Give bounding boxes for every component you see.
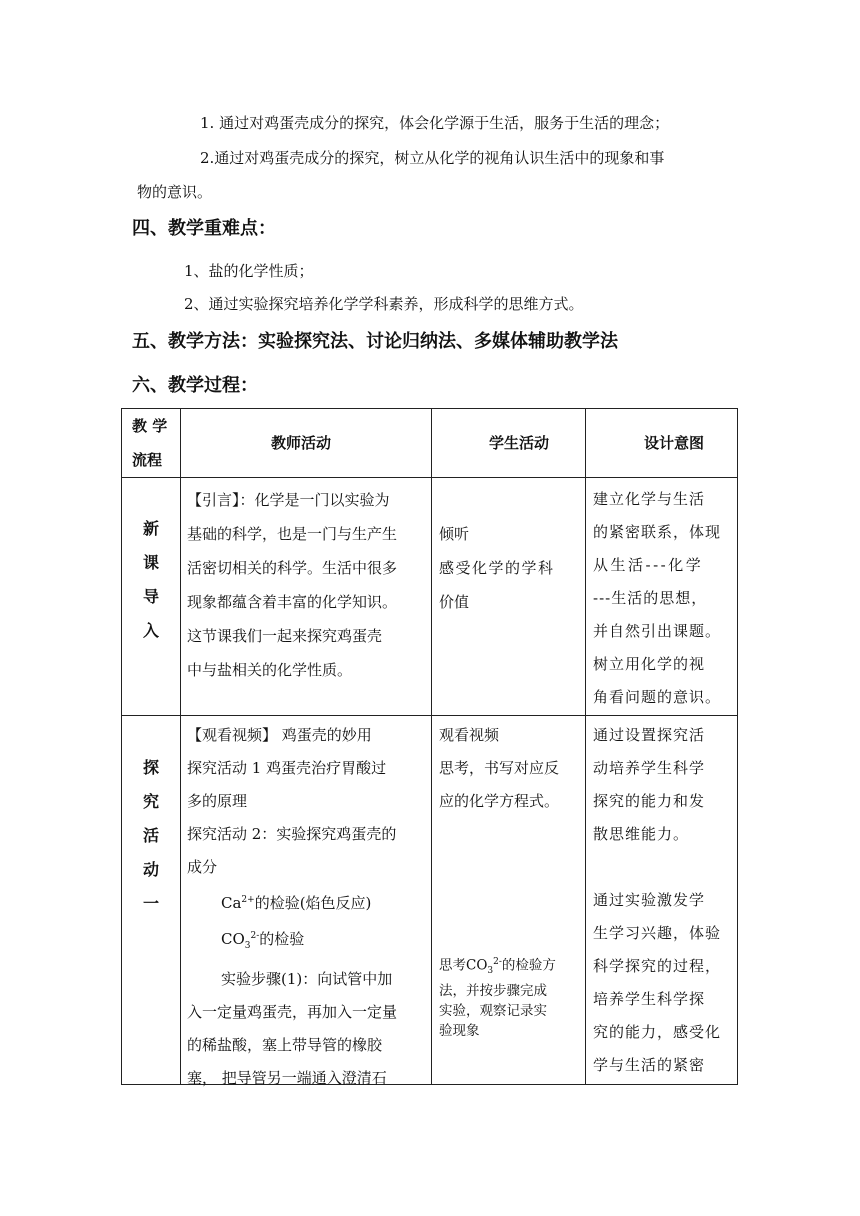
text-line: 实验步骤(1)：向试管中加 xyxy=(221,970,393,988)
row2-teacher-activity xyxy=(187,719,397,1095)
text-line: 这节课我们一起来探究鸡蛋壳 xyxy=(187,627,383,645)
row1-stage-char: 入 xyxy=(142,621,159,640)
text-line: 建立化学与生活 xyxy=(593,490,706,508)
row2-stage-char: 探 xyxy=(142,758,159,777)
calcium-ion-test xyxy=(187,884,397,920)
row1-stage-char: 新 xyxy=(142,519,159,538)
text-line: 多的原理 xyxy=(187,792,248,810)
row2-student-carbonate-task xyxy=(439,952,556,1041)
text-line: 树立用化学的视 xyxy=(593,655,706,673)
text-line: 思考，书写对应反 xyxy=(439,759,560,777)
text-line: 活密切相关的科学。生活中很多 xyxy=(187,559,398,577)
text-line xyxy=(593,851,721,884)
text-line: 通过实验激发学 xyxy=(593,891,706,909)
header-flow-2: 流程 xyxy=(132,451,163,469)
text-line: 散思维能力。 xyxy=(593,825,690,843)
text-line: 验现象 xyxy=(439,1023,480,1040)
text-line: 探究活动 2：实验探究鸡蛋壳的 xyxy=(187,825,397,843)
text-line: 并自然引出课题。 xyxy=(593,622,722,640)
section-6-heading: 六、教学过程： xyxy=(132,375,258,396)
text-line: 动培养学生科学 xyxy=(593,759,706,777)
row1-stage xyxy=(141,512,161,648)
section-4-heading: 四、教学重难点： xyxy=(132,218,276,239)
row2-stage-char: 究 xyxy=(142,792,159,811)
row2-stage xyxy=(141,751,161,921)
text-line: 现象都蕴含着丰富的化学知识。 xyxy=(187,593,398,611)
formula-base: Ca xyxy=(221,894,242,912)
section-5-heading: 五、教学方法：实验探究法、讨论归纳法、多媒体辅助教学法 xyxy=(132,331,618,352)
row1-teacher-activity xyxy=(187,483,397,687)
text-line: 生学习兴趣，体验 xyxy=(593,924,722,942)
text-line: 价值 xyxy=(439,593,470,611)
text-line: 【引言】：化学是一门以实验为 xyxy=(187,491,390,509)
header-flow-1: 教 学 xyxy=(132,417,168,435)
text-line: ---生活的思想， xyxy=(593,589,708,607)
row1-student-activity xyxy=(439,517,555,619)
header-teacher: 教师活动 xyxy=(271,434,332,452)
text-line: 法，并按步骤完成 xyxy=(439,983,547,1000)
header-student: 学生活动 xyxy=(489,434,550,452)
formula-charge: 2- xyxy=(250,931,260,941)
text-line: 究的能力，感受化 xyxy=(593,1023,722,1041)
text-line: 成分 xyxy=(187,858,218,876)
formula-charge: 2+ xyxy=(241,895,255,905)
row1-design-intent xyxy=(593,483,721,714)
text-line: 科学探究的过程， xyxy=(593,957,722,975)
row1-stage-char: 导 xyxy=(142,587,159,606)
formula-base: CO xyxy=(221,930,245,948)
key-point-1: 1、盐的化学性质； xyxy=(184,262,314,280)
text-line: 角看问题的意识。 xyxy=(593,688,722,706)
text-line: 培养学生科学探 xyxy=(593,990,706,1008)
text-line: 入一定量鸡蛋壳，再加入一定量 xyxy=(187,1003,398,1021)
text-line: 塞， 把导管另一端通入澄清石 xyxy=(187,1069,387,1087)
text-line: 基础的科学，也是一门与生产生 xyxy=(187,525,398,543)
text-line: 倾听 xyxy=(439,525,470,543)
goal-2-line-1: 2.通过对鸡蛋壳成分的探究，树立从化学的视角认识生活中的现象和事 xyxy=(200,149,665,167)
text-line: 感受化学的学科 xyxy=(439,559,555,577)
text-line: 【观看视频】 鸡蛋壳的妙用 xyxy=(187,726,372,744)
text-line: 观看视频 xyxy=(439,726,500,744)
header-intent: 设计意图 xyxy=(644,434,705,452)
text-line: 中与盐相关的化学性质。 xyxy=(187,661,353,679)
row2-design-intent xyxy=(593,719,721,1082)
row2-stage-char: 活 xyxy=(142,826,159,845)
text-line: 的紧密联系，体现 xyxy=(593,523,722,541)
text-line: 通过设置探究活 xyxy=(593,726,706,744)
text-line: 思考$CO_3^{2-}$的检验方 xyxy=(439,957,556,977)
text-line: 从生活---化学 xyxy=(593,556,704,574)
goal-2-line-2: 物的意识。 xyxy=(137,183,213,201)
row2-stage-char: 动 xyxy=(142,860,159,879)
text-line: 学与生活的紧密 xyxy=(593,1056,706,1074)
text-line: 应的化学方程式。 xyxy=(439,792,560,810)
text-line: 探究活动 1 鸡蛋壳治疗胃酸过 xyxy=(187,759,387,777)
goal-1: 1. 通过对鸡蛋壳成分的探究，体会化学源于生活，服务于生活的理念； xyxy=(200,114,670,132)
text-line: 的稀盐酸，塞上带导管的橡胶 xyxy=(187,1036,383,1054)
row2-stage-char: 一 xyxy=(142,894,159,913)
key-point-2: 2、通过实验探究培养化学学科素养，形成科学的思维方式。 xyxy=(184,295,584,313)
text-line: 探究的能力和发 xyxy=(593,792,706,810)
teaching-process-table xyxy=(121,408,738,1085)
text-line: 实验，观察记录实 xyxy=(439,1003,547,1020)
formula-text: 的检验 xyxy=(259,930,305,948)
row1-stage-char: 课 xyxy=(142,553,159,572)
row2-student-activity xyxy=(439,719,559,818)
formula-text: 的检验(焰色反应) xyxy=(254,894,372,912)
carbonate-ion-test xyxy=(187,920,397,963)
formula-subscript: 3 xyxy=(244,941,251,951)
